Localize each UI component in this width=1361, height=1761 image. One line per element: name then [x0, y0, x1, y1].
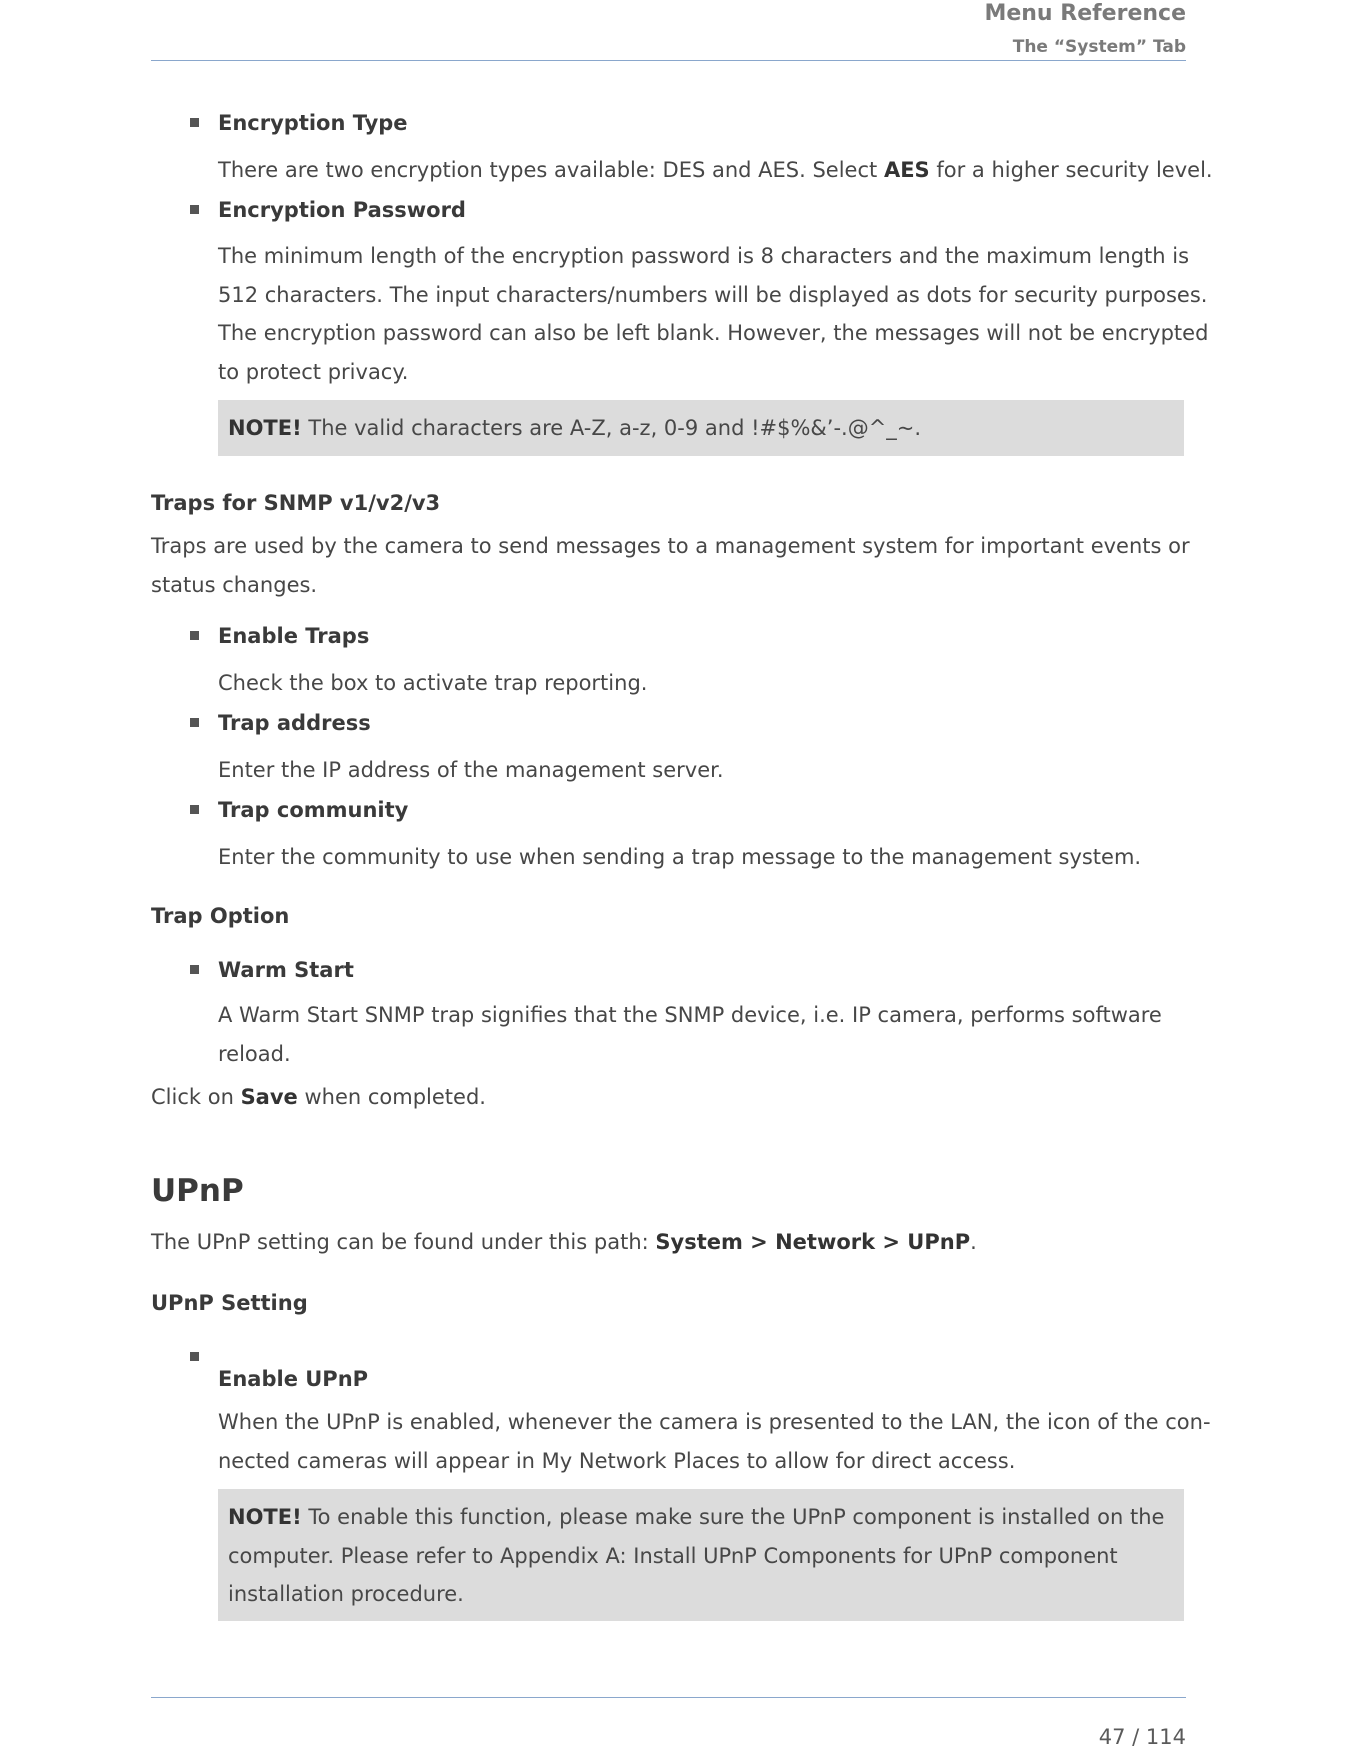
traps-description: Traps are used by the camera to send messages to a management system for important events or status changes.: [151, 534, 1190, 597]
traps-heading: Traps for SNMP v1/v2/v3: [151, 491, 441, 515]
encryption-password-description: The minimum length of the encryption password is 8 characters and the maximum length is 512 characters. The input characters/numbers will be displayed as dots for security purposes. The encryption password can also be left blank. However, the messages will not be encrypted to protect privacy.: [218, 244, 1209, 384]
header-title: Menu Reference: [984, 1, 1186, 26]
trap-option-heading: Trap Option: [151, 904, 290, 928]
note-box-upnp-component: NOTE! To enable this function, please make sure the UPnP component is installed on the computer. Please refer to Appendix A: Install UPnP Components for UPnP component installation procedure.: [218, 1489, 1184, 1621]
note-box-valid-characters: NOTE! The valid characters are A-Z, a-z, 0-9 and !#$%&’-.@^_~.: [218, 400, 1184, 456]
save-instruction: Click on Save when completed.: [151, 1085, 486, 1109]
bullet-icon: [190, 1352, 199, 1361]
bullet-icon: [190, 118, 199, 127]
warm-start-description: A Warm Start SNMP trap signifies that the SNMP device, i.e. IP camera, performs software reload.: [218, 1003, 1162, 1066]
upnp-setting-heading: UPnP Setting: [151, 1291, 308, 1315]
upnp-title: UPnP: [151, 1173, 244, 1209]
warm-start-term: Warm Start: [218, 958, 354, 982]
upnp-path: The UPnP setting can be found under this path: System > Network > UPnP.: [151, 1230, 977, 1254]
trap-community-description: Enter the community to use when sending a trap message to the management system.: [218, 845, 1142, 869]
footer-rule: [151, 1697, 1186, 1698]
encryption-password-term: Encryption Password: [218, 198, 466, 222]
encryption-type-term: Encryption Type: [218, 111, 408, 135]
header-rule: [151, 60, 1186, 61]
bullet-icon: [190, 805, 199, 814]
trap-address-description: Enter the IP address of the management server.: [218, 758, 724, 782]
bullet-icon: [190, 965, 199, 974]
enable-traps-term: Enable Traps: [218, 624, 370, 648]
bullet-icon: [190, 631, 199, 640]
trap-community-term: Trap community: [218, 798, 409, 822]
encryption-type-description: There are two encryption types available: DES and AES. Select AES for a higher security level.: [218, 158, 1213, 182]
enable-upnp-term: Enable UPnP: [218, 1367, 369, 1391]
page-number: 47 / 114: [1098, 1725, 1186, 1749]
bullet-icon: [190, 205, 199, 214]
enable-traps-description: Check the box to activate trap reporting.: [218, 671, 648, 695]
enable-upnp-description: When the UPnP is enabled, whenever the camera is presented to the LAN, the icon of the con- nected cameras will appear in My Network Places to allow for direct access.: [218, 1410, 1211, 1473]
header-subtitle: The “System” Tab: [1012, 37, 1186, 57]
trap-address-term: Trap address: [218, 711, 371, 735]
bullet-icon: [190, 718, 199, 727]
